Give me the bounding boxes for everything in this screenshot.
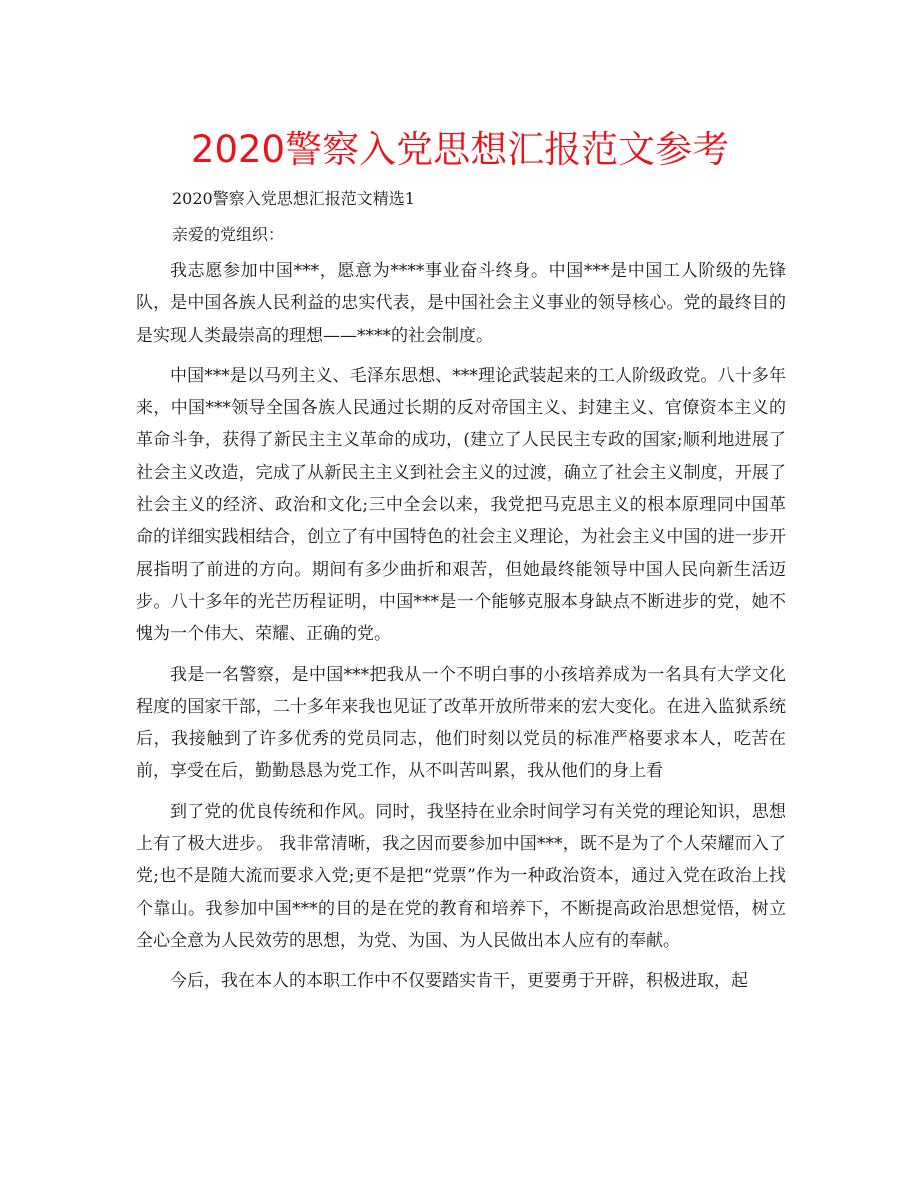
paragraph-5: 今后，我在本人的本职工作中不仅要踏实肯干，更要勇于开辟，积极进取，起 — [170, 971, 748, 992]
paragraph-2: 中国***是以马列主义、毛泽东思想、***理论武装起来的工人阶级政党。八十多年来，中国***领导全国各族人民通过长期的反对帝国主义、封建主义、官僚资本主义的革命斗争，获得了新民主主义革命的成功，(建立了人民民主专政的国家;顺利地进展了社会主义改造，完成了从新民主主义到社会主义的过渡，确立了社会主义制度，开展了社会主义的经济、政治和文化;三中全会以来，我党把马克思主义的根本原理同中国革命的详细实践相结合，创立了有中国特色的社会主义理论，为社会主义中国的进一步开展指明了前进的方向。期间有多少曲折和艰苦，但她最终能领导中国人民向新生活迈步。八十多年的光芒历程证明，中国***是一个能够克服本身缺点不断进步的党，她不愧为一个伟大、荣耀、正确的党。 — [136, 365, 786, 645]
paragraph-4: 到了党的优良传统和作风。同时，我坚持在业余时间学习有关党的理论知识，思想上有了极大进步。 我非常清晰，我之因而要参加中国***，既不是为了个人荣耀而入了党;也不是随大流而要求入党;更不是把“党票”作为一种政治资本，通过入党在政治上找个靠山。我参加中国***的目的是在党的教育和培养下，不断提高政治思想觉悟，树立全心全意为人民效劳的思想，为党、为国、为人民做出本人应有的奉献。 — [136, 801, 786, 951]
paragraph-1: 我志愿参加中国***，愿意为****事业奋斗终身。中国***是中国工人阶级的先锋队，是中国各族人民利益的忠实代表，是中国社会主义事业的领导核心。党的最终目的是实现人类最崇高的理想——****的社会制度。 — [136, 261, 786, 346]
document-subtitle: 2020警察入党思想汇报范文精选1 — [172, 189, 415, 208]
document-body — [136, 185, 786, 998]
paragraph-3: 我是一名警察，是中国***把我从一个不明白事的小孩培养成为一名具有大学文化程度的国家干部，二十多年来我也见证了改革开放所带来的宏大变化。在进入监狱系统后，我接触到了许多优秀的党员同志，他们时刻以党员的标准严格要求本人，吃苦在前，享受在后，勤勤恳恳为党工作，从不叫苦叫累，我从他们的身上看 — [136, 664, 786, 782]
document-title: 2020警察入党思想汇报范文参考 — [190, 128, 730, 171]
salutation: 亲爱的党组织： — [172, 225, 285, 244]
